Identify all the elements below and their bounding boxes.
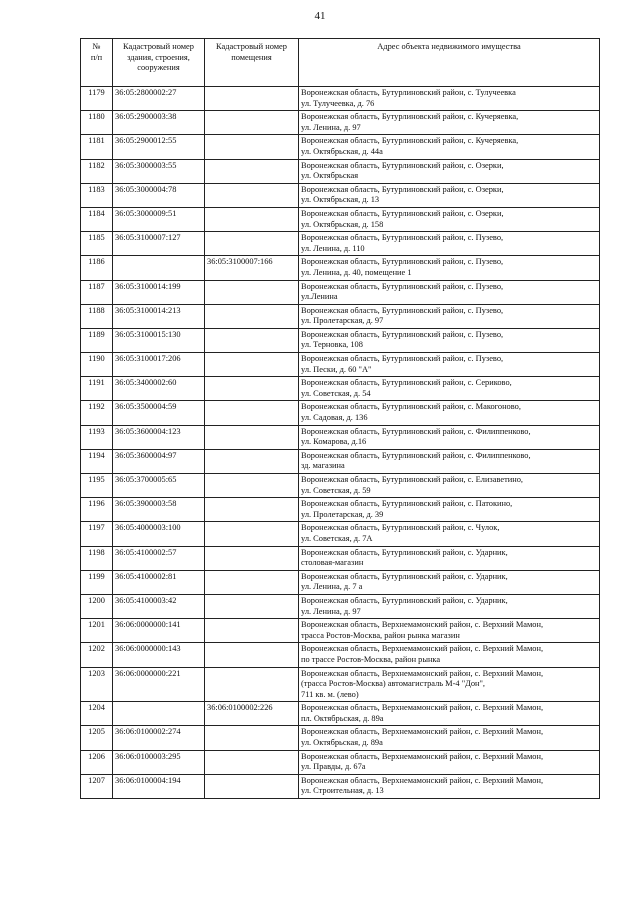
address-line: ул. Ленина, д. 7 а [301, 582, 363, 592]
address-line: Воронежская область, Бутурлиновский район, с. Пузево, [301, 329, 504, 339]
row-number: 1194 [81, 449, 113, 473]
property-address [299, 87, 600, 111]
row-number: 1196 [81, 498, 113, 522]
row-number: 1205 [81, 726, 113, 750]
building-cadastral-number: 36:06:0000000:141 [113, 619, 205, 643]
row-number: 1206 [81, 750, 113, 774]
row-number: 1186 [81, 256, 113, 280]
table-row [81, 750, 600, 774]
property-address [299, 256, 600, 280]
room-cadastral-number: 36:05:3100007:166 [205, 256, 299, 280]
address-line: ул. Ленина, д. 40, помещение 1 [301, 267, 412, 277]
table-row [81, 774, 600, 798]
header-line: Кадастровый номер [216, 42, 287, 51]
address-line: ул. Советская, д. 7А [301, 533, 373, 543]
address-line: 711 кв. м. (лево) [301, 689, 359, 699]
address-line: Воронежская область, Бутурлиновский район, с. Тулучеевка [301, 88, 516, 97]
room-cadastral-number [205, 232, 299, 256]
address-line: Воронежская область, Бутурлиновский район, с. Елизаветино, [301, 475, 523, 484]
table-row [81, 377, 600, 401]
table-row [81, 702, 600, 726]
table-row [81, 87, 600, 111]
building-cadastral-number: 36:05:4100003:42 [113, 594, 205, 618]
room-cadastral-number [205, 159, 299, 183]
property-address [299, 183, 600, 207]
header-building-cadastral [113, 39, 205, 87]
address-line: Воронежская область, Бутурлиновский район, с. Филиппенково, [301, 426, 531, 436]
room-cadastral-number [205, 594, 299, 618]
address-line: Воронежская область, Бутурлиновский район, с. Пузево, [301, 305, 504, 315]
room-cadastral-number [205, 353, 299, 377]
row-number: 1180 [81, 111, 113, 135]
address-line: Воронежская область, Верхнемамонский район, с. Верхний Мамон, [301, 751, 544, 761]
building-cadastral-number: 36:05:4000003:100 [113, 522, 205, 546]
building-cadastral-number: 36:05:3700005:65 [113, 474, 205, 498]
property-address [299, 232, 600, 256]
table-row [81, 280, 600, 304]
building-cadastral-number: 36:05:3100014:213 [113, 304, 205, 328]
property-address [299, 474, 600, 498]
property-address [299, 570, 600, 594]
address-line: Воронежская область, Бутурлиновский район, с. Сериково, [301, 378, 512, 388]
address-line: пл. Октябрьская, д. 89а [301, 713, 384, 723]
row-number: 1187 [81, 280, 113, 304]
property-address [299, 328, 600, 352]
row-number: 1179 [81, 87, 113, 111]
property-address [299, 667, 600, 702]
building-cadastral-number: 36:06:0000000:143 [113, 643, 205, 667]
building-cadastral-number: 36:05:3000003:55 [113, 159, 205, 183]
room-cadastral-number [205, 643, 299, 667]
table-header-row [81, 39, 600, 87]
building-cadastral-number: 36:05:3100015:130 [113, 328, 205, 352]
table-row [81, 183, 600, 207]
property-address [299, 546, 600, 570]
property-address [299, 619, 600, 643]
building-cadastral-number [113, 256, 205, 280]
address-line: по трассе Ростов-Москва, район рынка [301, 654, 441, 664]
building-cadastral-number: 36:05:2800002:27 [113, 87, 205, 111]
building-cadastral-number: 36:06:0100003:295 [113, 750, 205, 774]
room-cadastral-number [205, 304, 299, 328]
address-line: Воронежская область, Бутурлиновский район, с. Пузево, [301, 257, 504, 267]
address-line: ул. Пролетарская, д. 39 [301, 509, 384, 519]
address-line: зд. магазина [301, 461, 345, 471]
address-line: ул. Октябрьская [301, 171, 359, 181]
property-address [299, 594, 600, 618]
address-line: Воронежская область, Верхнемамонский район, с. Верхний Мамон, [301, 727, 544, 737]
property-address [299, 449, 600, 473]
table-row [81, 726, 600, 750]
room-cadastral-number [205, 377, 299, 401]
building-cadastral-number: 36:05:3100007:127 [113, 232, 205, 256]
address-line: ул. Комарова, д.16 [301, 437, 367, 447]
address-line: ул. Советская, д. 54 [301, 388, 371, 398]
address-line: Воронежская область, Бутурлиновский район, с. Пузево, [301, 354, 504, 364]
address-line: Воронежская область, Бутурлиновский район, с. Пузево, [301, 233, 504, 243]
building-cadastral-number: 36:05:3000009:51 [113, 207, 205, 231]
table-row [81, 328, 600, 352]
building-cadastral-number: 36:05:2900003:38 [113, 111, 205, 135]
header-line: п/п [90, 52, 103, 62]
property-address [299, 401, 600, 425]
table-row [81, 619, 600, 643]
table-row [81, 498, 600, 522]
building-cadastral-number: 36:05:2900012:55 [113, 135, 205, 159]
property-address [299, 353, 600, 377]
page-number: 41 [314, 10, 326, 22]
room-cadastral-number [205, 667, 299, 702]
room-cadastral-number [205, 183, 299, 207]
row-number: 1183 [81, 183, 113, 207]
address-line: Воронежская область, Бутурлиновский район, с. Озерки, [301, 160, 504, 170]
room-cadastral-number [205, 774, 299, 798]
property-address [299, 774, 600, 798]
address-line: ул. Терновка, 108 [301, 340, 363, 350]
row-number: 1188 [81, 304, 113, 328]
address-line: Воронежская область, Бутурлиновский район, с. Озерки, [301, 208, 504, 218]
property-address [299, 377, 600, 401]
property-address [299, 498, 600, 522]
header-address [299, 39, 600, 87]
property-address [299, 522, 600, 546]
address-line: Воронежская область, Бутурлиновский район, с. Озерки, [301, 184, 504, 194]
property-registry-table [80, 38, 600, 799]
row-number: 1202 [81, 643, 113, 667]
header-line: Кадастровый номер [123, 42, 194, 51]
address-line: ул. Строительная, д. 13 [301, 786, 384, 796]
building-cadastral-number: 36:06:0100002:274 [113, 726, 205, 750]
address-line: Воронежская область, Верхнемамонский район, с. Верхний Мамон, [301, 703, 544, 713]
property-address [299, 643, 600, 667]
address-line: ул. Ленина, д. 97 [301, 606, 361, 616]
property-address [299, 702, 600, 726]
header-line: сооружения [137, 63, 180, 73]
address-line: Воронежская область, Верхнемамонский район, с. Верхний Мамон, [301, 620, 544, 630]
room-cadastral-number [205, 750, 299, 774]
address-line: Воронежская область, Верхнемамонский район, с. Верхний Мамон, [301, 775, 544, 785]
building-cadastral-number: 36:05:4100002:81 [113, 570, 205, 594]
address-line: Воронежская область, Бутурлиновский район, с. Патокино, [301, 499, 513, 509]
row-number: 1185 [81, 232, 113, 256]
address-line: ул. Садовая, д. 136 [301, 413, 368, 423]
address-line: трасса Ростов-Москва, район рынка магазин [301, 630, 460, 640]
room-cadastral-number [205, 135, 299, 159]
building-cadastral-number: 36:06:0000000:221 [113, 667, 205, 702]
property-address [299, 750, 600, 774]
building-cadastral-number [113, 702, 205, 726]
address-line: Воронежская область, Бутурлиновский район, с. Макогоново, [301, 402, 521, 412]
building-cadastral-number: 36:05:4100002:57 [113, 546, 205, 570]
room-cadastral-number: 36:06:0100002:226 [205, 702, 299, 726]
room-cadastral-number [205, 726, 299, 750]
building-cadastral-number: 36:05:3900003:58 [113, 498, 205, 522]
building-cadastral-number: 36:05:3600004:123 [113, 425, 205, 449]
address-line: ул. Советская, д. 59 [301, 485, 371, 495]
table-row [81, 304, 600, 328]
address-line: Воронежская область, Бутурлиновский район, с. Ударник, [301, 571, 508, 581]
address-line: ул. Октябрьская, д. 44а [301, 146, 383, 156]
address-line: ул. Ленина, д. 97 [301, 122, 361, 132]
property-address [299, 135, 600, 159]
room-cadastral-number [205, 425, 299, 449]
table-row [81, 232, 600, 256]
header-line: помещения [231, 52, 272, 62]
address-line: Воронежская область, Бутурлиновский район, с. Ударник, [301, 595, 508, 605]
address-line: ул. Октябрьская, д. 13 [301, 195, 380, 205]
address-line: Воронежская область, Бутурлиновский район, с. Кучеряевка, [301, 136, 519, 146]
row-number: 1184 [81, 207, 113, 231]
room-cadastral-number [205, 474, 299, 498]
table-row [81, 159, 600, 183]
property-address [299, 159, 600, 183]
building-cadastral-number: 36:05:3600004:97 [113, 449, 205, 473]
address-line: ул. Пролетарская, д. 97 [301, 316, 384, 326]
header-num [81, 39, 113, 87]
room-cadastral-number [205, 328, 299, 352]
address-line: ул.Ленина [301, 292, 338, 302]
row-number: 1189 [81, 328, 113, 352]
building-cadastral-number: 36:06:0100004:194 [113, 774, 205, 798]
address-line: Воронежская область, Бутурлиновский район, с. Чулок, [301, 523, 500, 533]
header-line: здания, строения, [127, 52, 190, 62]
row-number: 1201 [81, 619, 113, 643]
building-cadastral-number: 36:05:3100017:206 [113, 353, 205, 377]
row-number: 1199 [81, 570, 113, 594]
address-line: Воронежская область, Бутурлиновский район, с. Филиппенково, [301, 450, 531, 460]
address-line: ул. Октябрьская, д. 158 [301, 219, 384, 229]
building-cadastral-number: 36:05:3100014:199 [113, 280, 205, 304]
row-number: 1181 [81, 135, 113, 159]
table-row [81, 425, 600, 449]
table-row [81, 522, 600, 546]
table-row [81, 546, 600, 570]
table-row [81, 449, 600, 473]
row-number: 1195 [81, 474, 113, 498]
table-row [81, 643, 600, 667]
room-cadastral-number [205, 401, 299, 425]
address-line: столовая-магазин [301, 558, 364, 568]
row-number: 1192 [81, 401, 113, 425]
room-cadastral-number [205, 449, 299, 473]
row-number: 1197 [81, 522, 113, 546]
row-number: 1204 [81, 702, 113, 726]
header-room-cadastral [205, 39, 299, 87]
property-address [299, 726, 600, 750]
row-number: 1191 [81, 377, 113, 401]
table-row [81, 667, 600, 702]
building-cadastral-number: 36:05:3400002:60 [113, 377, 205, 401]
table-row [81, 256, 600, 280]
room-cadastral-number [205, 546, 299, 570]
property-address [299, 280, 600, 304]
room-cadastral-number [205, 498, 299, 522]
room-cadastral-number [205, 280, 299, 304]
row-number: 1190 [81, 353, 113, 377]
table-body [81, 87, 600, 799]
row-number: 1207 [81, 774, 113, 798]
table-row [81, 594, 600, 618]
address-line: ул. Пески, д. 60 "А" [301, 364, 372, 374]
header-line: Адрес объекта недвижимого имущества [377, 42, 521, 51]
row-number: 1203 [81, 667, 113, 702]
address-line: Воронежская область, Верхнемамонский район, с. Верхний Мамон, [301, 668, 544, 678]
row-number: 1198 [81, 546, 113, 570]
property-address [299, 111, 600, 135]
building-cadastral-number: 36:05:3500004:59 [113, 401, 205, 425]
address-line: (трасса Ростов-Москва) автомагистраль М-4 "Дон", [301, 679, 486, 689]
room-cadastral-number [205, 522, 299, 546]
room-cadastral-number [205, 570, 299, 594]
address-line: ул. Тулучеевка, д. 76 [301, 98, 375, 108]
table-row [81, 111, 600, 135]
address-line: Воронежская область, Верхнемамонский район, с. Верхний Мамон, [301, 644, 544, 654]
property-address [299, 207, 600, 231]
property-address [299, 425, 600, 449]
row-number: 1200 [81, 594, 113, 618]
address-line: ул. Ленина, д. 110 [301, 243, 365, 253]
room-cadastral-number [205, 619, 299, 643]
room-cadastral-number [205, 87, 299, 111]
address-line: ул. Правды, д. 67а [301, 762, 366, 772]
address-line: Воронежская область, Бутурлиновский район, с. Кучеряевка, [301, 112, 519, 122]
header-line: № [92, 42, 101, 51]
room-cadastral-number [205, 111, 299, 135]
address-line: ул. Октябрьская, д. 89а [301, 738, 383, 748]
room-cadastral-number [205, 207, 299, 231]
table-row [81, 135, 600, 159]
row-number: 1193 [81, 425, 113, 449]
property-address [299, 304, 600, 328]
row-number: 1182 [81, 159, 113, 183]
table-row [81, 207, 600, 231]
table-row [81, 474, 600, 498]
building-cadastral-number: 36:05:3000004:78 [113, 183, 205, 207]
table-row [81, 570, 600, 594]
table-row [81, 401, 600, 425]
table-row [81, 353, 600, 377]
address-line: Воронежская область, Бутурлиновский район, с. Ударник, [301, 547, 508, 557]
address-line: Воронежская область, Бутурлиновский район, с. Пузево, [301, 281, 504, 291]
